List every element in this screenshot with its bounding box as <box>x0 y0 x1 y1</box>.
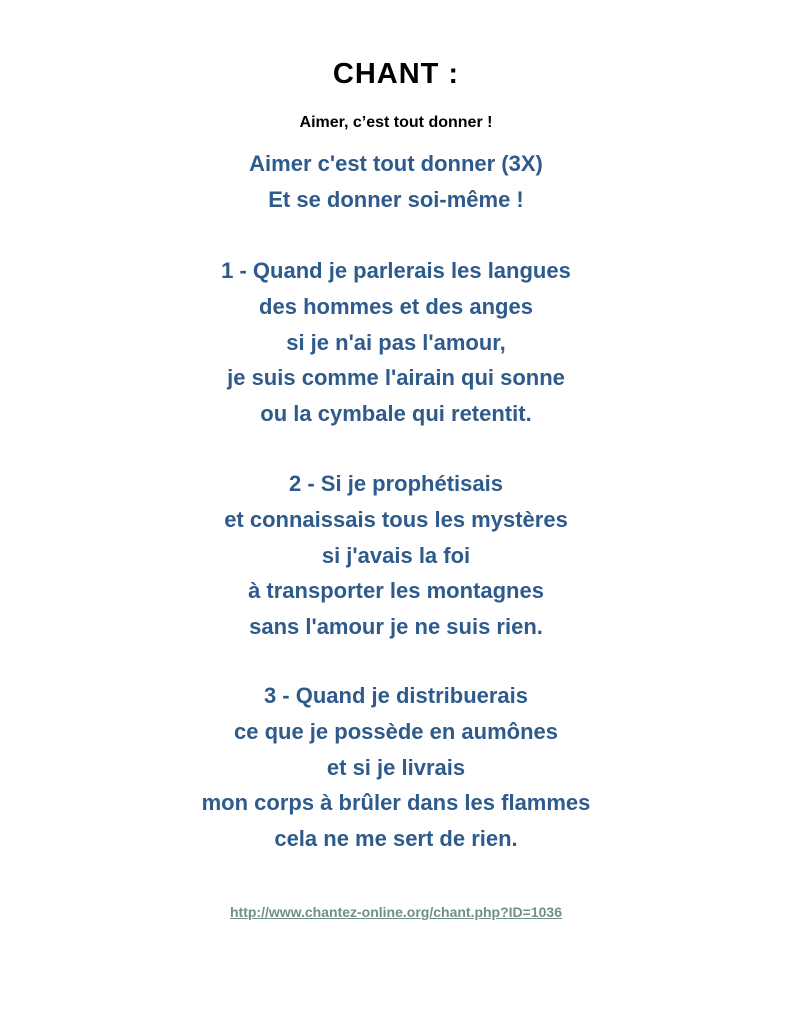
refrain-line: Et se donner soi-même ! <box>268 186 524 212</box>
song-subtitle: Aimer, c’est tout donner ! <box>299 114 493 131</box>
verse-line: sans l'amour je ne suis rien. <box>249 614 543 640</box>
verse-line: je suis comme l'airain qui sonne <box>227 365 565 391</box>
source-link[interactable]: http://www.chantez-online.org/chant.php?ID=1036 <box>229 904 562 920</box>
verse-1 <box>0 253 792 432</box>
verse-line: 3 - Quand je distribuerais <box>263 683 529 708</box>
verse-line: et connaissais tous les mystères <box>224 506 568 532</box>
verse-line: 2 - Si je prophétisais <box>289 471 503 496</box>
refrain-line: Aimer c'est tout donner (3X) <box>249 151 543 176</box>
verse-line: ce que je possède en aumônes <box>233 718 558 744</box>
verse-2 <box>0 466 792 645</box>
verse-line: si j'avais la foi <box>321 542 471 568</box>
verse-line: mon corps à brûler dans les flammes <box>201 790 591 816</box>
verse-line: et si je livrais <box>326 754 466 780</box>
verse-line: ou la cymbale qui retentit. <box>260 401 532 427</box>
verse-line: si je n'ai pas l'amour, <box>286 329 506 355</box>
verse-line: cela ne me sert de rien. <box>274 826 518 852</box>
verse-3 <box>0 678 792 857</box>
verse-line: 1 - Quand je parlerais les langues <box>221 258 571 283</box>
refrain <box>0 146 792 218</box>
page-title: CHANT : <box>332 58 460 90</box>
verse-line: des hommes et des anges <box>259 293 533 319</box>
verse-line: à transporter les montagnes <box>248 578 544 604</box>
